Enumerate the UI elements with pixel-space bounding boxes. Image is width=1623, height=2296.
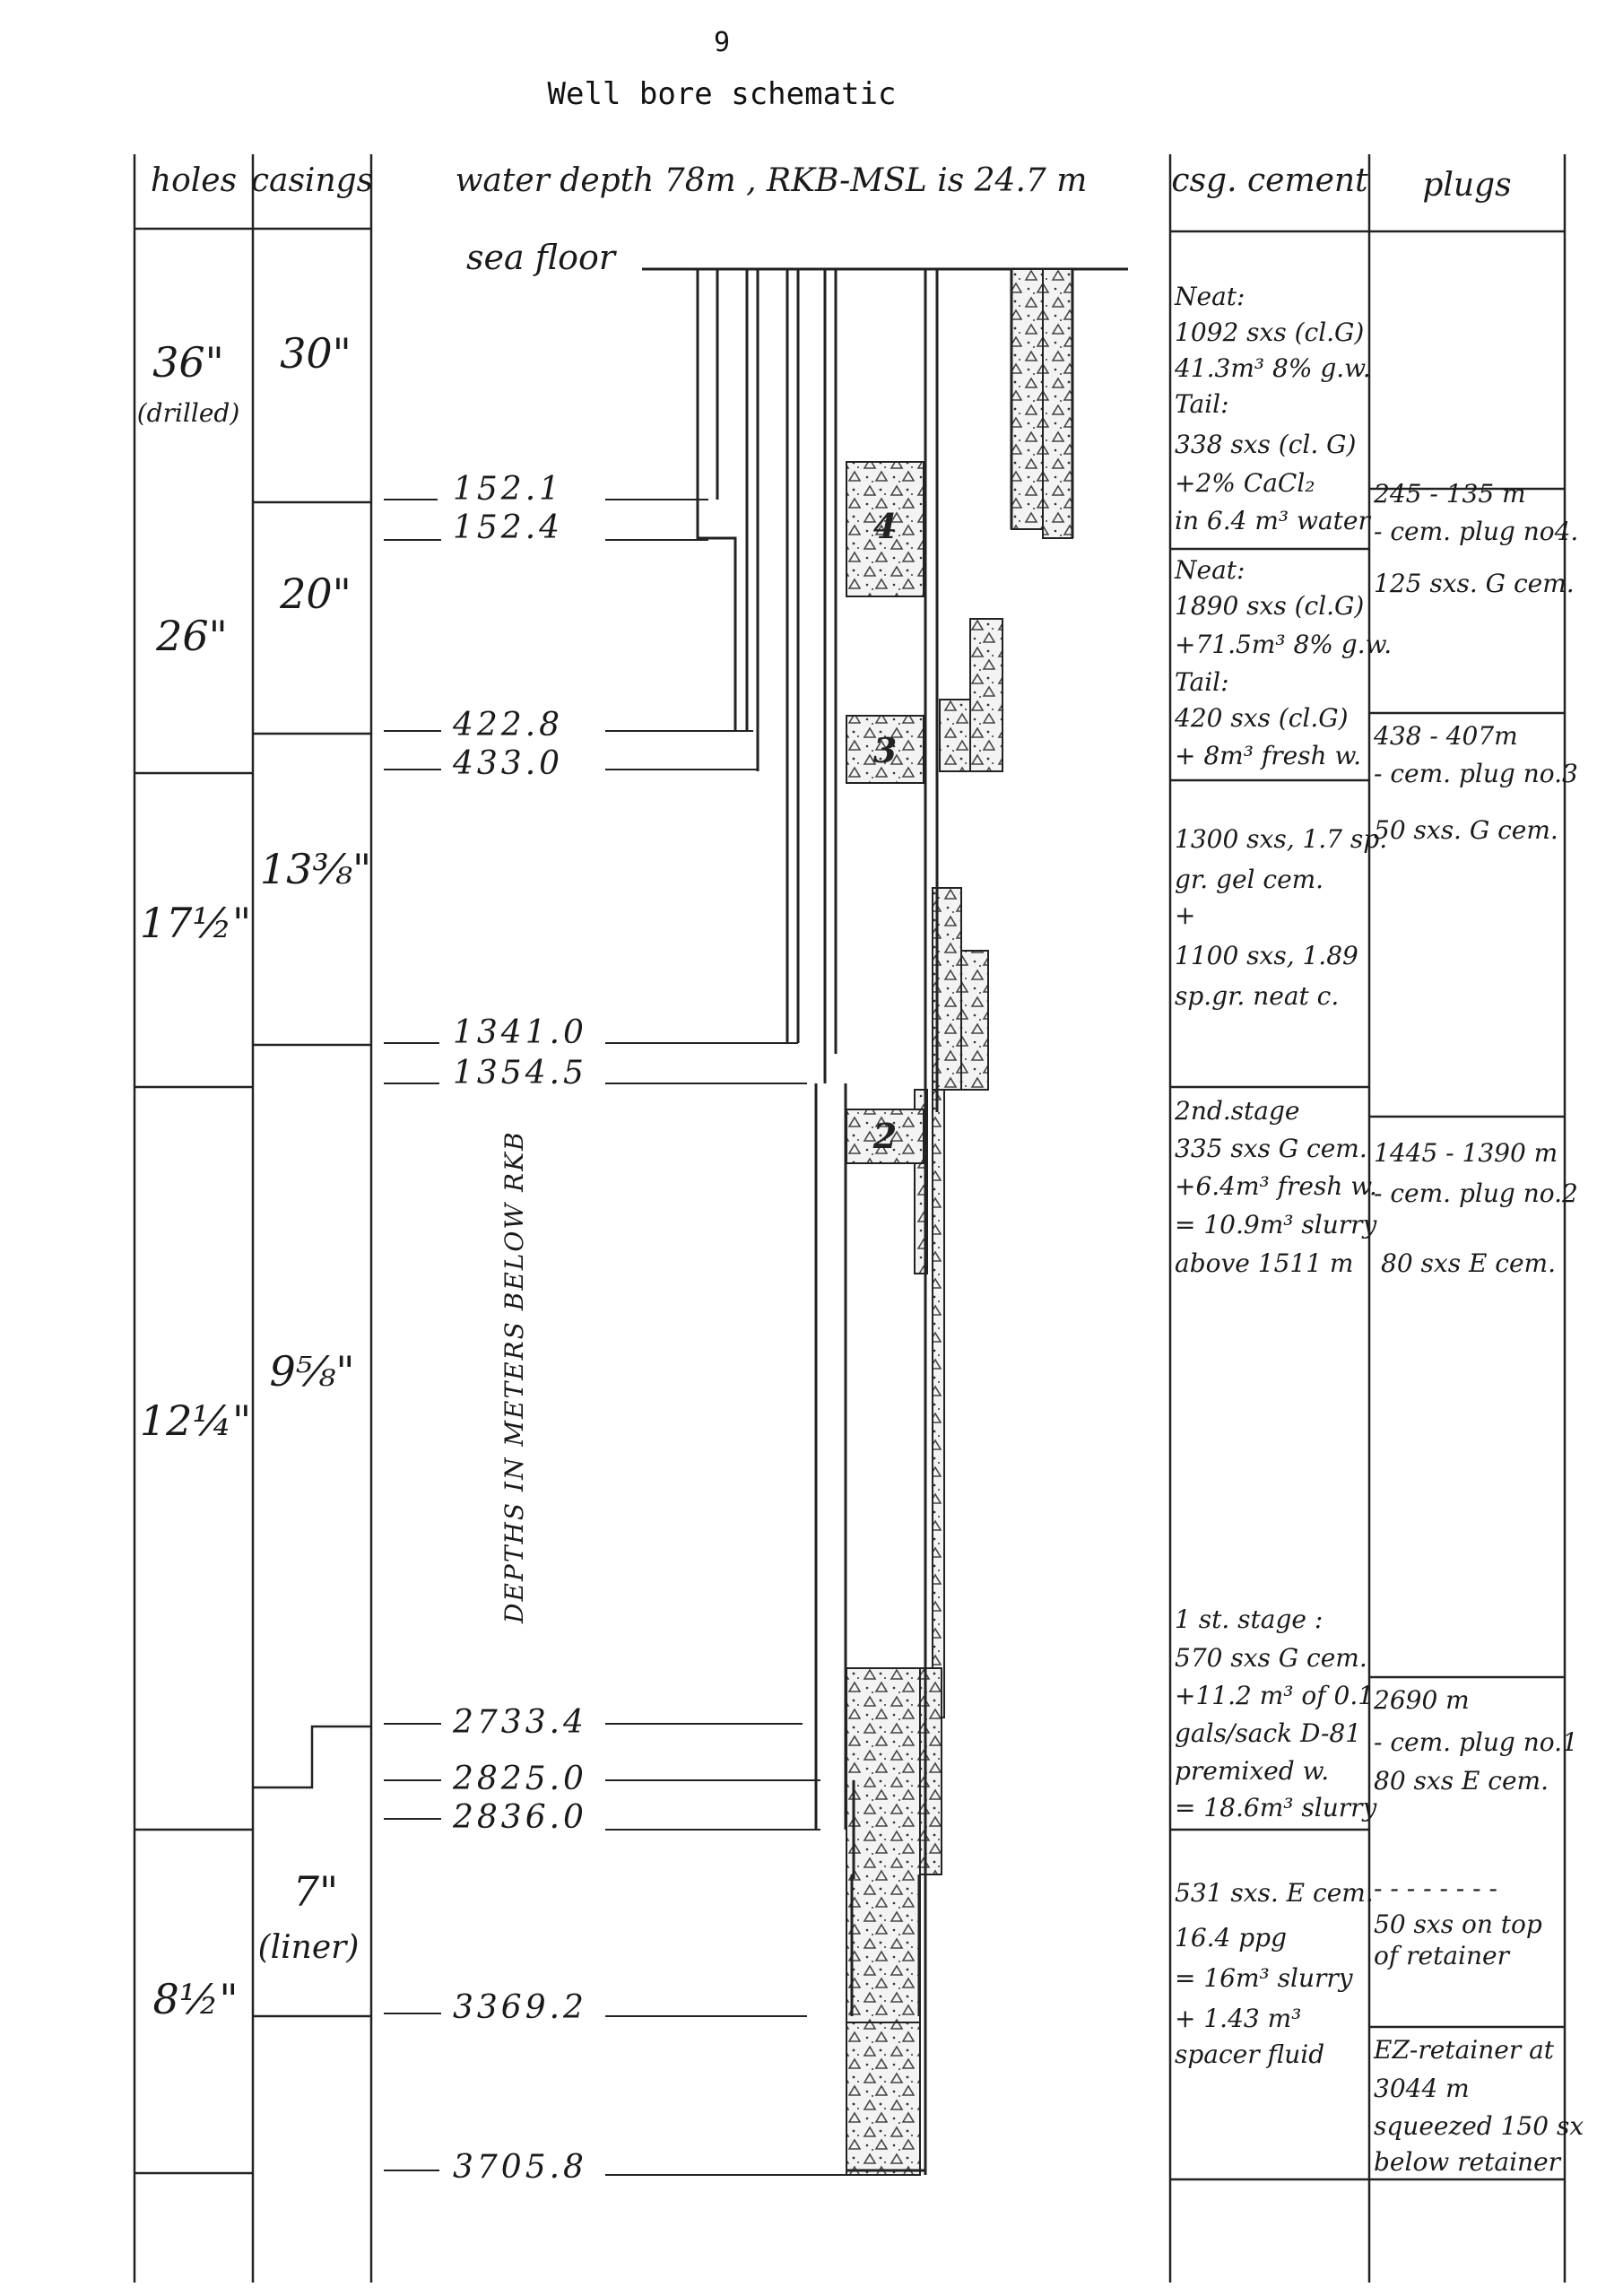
plug-line: - cem. plug no.2 [1374, 1178, 1578, 1208]
depth-label: 1341.0 [453, 1014, 587, 1051]
casing-7-liner [258, 1867, 360, 1966]
cement-line: 1890 sxs (cl.G) [1175, 591, 1365, 621]
csg-cement-20in [1174, 555, 1392, 770]
plug-number-label: 3 [872, 730, 898, 770]
plug-2-info [1374, 1138, 1578, 1278]
cement-line: Tail: [1175, 667, 1229, 697]
cement-line: 16.4 ppg [1175, 1923, 1288, 1952]
csg-cement-30in [1174, 282, 1371, 535]
depth-tick [384, 1055, 807, 1091]
casing-20: 20" [280, 570, 352, 618]
cement-line: 338 sxs (cl. G) [1175, 430, 1357, 459]
depth-tick [384, 509, 708, 546]
depth-tick [384, 1014, 798, 1051]
depth-tick [384, 1799, 820, 1836]
plug-line: - cem. plug no4. [1374, 517, 1579, 546]
casing-note-label: (liner) [257, 1929, 360, 1966]
depth-label: 2836.0 [453, 1799, 587, 1836]
depth-tick [384, 471, 708, 508]
depth-label: 433.0 [453, 745, 564, 782]
depth-ticks [384, 471, 847, 2186]
cement-line: 570 sxs G cem. [1175, 1643, 1367, 1673]
cement-line: + [1175, 900, 1196, 930]
cement-plug-1 [846, 1668, 920, 2175]
hole-26: 26" [156, 612, 228, 660]
cement-line: Neat: [1175, 282, 1245, 311]
header-plugs: plugs [1422, 167, 1512, 204]
csg-cement-7in-liner [1175, 1878, 1374, 2069]
plug-number-label: 2 [872, 1116, 898, 1156]
csg-cement-13-375in [1175, 824, 1387, 1011]
plug-line: squeezed 150 sx [1374, 2111, 1584, 2141]
cement-line: 1300 sxs, 1.7 sp. [1175, 824, 1388, 854]
cement-line: + 1.43 m³ [1175, 2004, 1302, 2033]
hole-36 [137, 338, 240, 428]
cement-line: Neat: [1175, 555, 1245, 585]
header-holes: holes [150, 162, 238, 199]
plug-line: of retainer [1374, 1941, 1509, 1970]
cement-line: above 1511 m [1175, 1248, 1354, 1278]
cement-line: sp.gr. neat c. [1175, 981, 1340, 1011]
plug-line: 80 sxs E cem. [1381, 1248, 1557, 1278]
plug-line: 50 sxs on top [1374, 1909, 1542, 1939]
depth-label: 152.4 [453, 509, 564, 546]
plug-line: 3044 m [1374, 2074, 1470, 2103]
casing-13-375: 13⅜" [259, 845, 372, 893]
cement-line: gals/sack D-81 [1175, 1718, 1362, 1748]
retainer-top-info [1374, 1874, 1542, 1970]
cement-line: spacer fluid [1175, 2039, 1325, 2069]
depth-label: 2733.4 [453, 1704, 587, 1741]
header-csg-cement: csg. cement [1171, 162, 1368, 199]
depth-tick [384, 1989, 807, 2026]
depth-label: 422.8 [453, 707, 564, 744]
plug-line: - cem. plug no.1 [1374, 1727, 1578, 1757]
depth-tick [384, 1761, 820, 1797]
cement-line: 41.3m³ 8% g.w. [1175, 353, 1371, 383]
plug-line: - - - - - - - - [1374, 1874, 1497, 1903]
plug-line: 1445 - 1390 m [1374, 1138, 1558, 1168]
cement-line: = 10.9m³ slurry [1175, 1210, 1377, 1239]
hole-12-25: 12¼" [139, 1396, 252, 1445]
cement-line: premixed w. [1175, 1756, 1330, 1786]
plug-line: 2690 m [1374, 1685, 1470, 1715]
hole-17-5: 17½" [139, 899, 252, 947]
depth-label: 2825.0 [453, 1761, 587, 1797]
sea-floor-label: sea floor [466, 238, 615, 277]
plug-line: 245 - 135 m [1374, 479, 1526, 509]
cement-line: = 16m³ slurry [1175, 1963, 1353, 1993]
csg-cement-9-625in-stage2 [1174, 1096, 1378, 1278]
header-casings: casings [250, 162, 374, 199]
depth-tick [384, 2149, 847, 2186]
plug-line: - cem. plug no.3 [1374, 759, 1578, 788]
cement-line: = 18.6m³ slurry [1175, 1793, 1377, 1822]
cement-line: gr. gel cem. [1175, 865, 1324, 894]
depth-tick [384, 1704, 803, 1741]
page-number: 9 [713, 27, 731, 58]
plug-line: EZ-retainer at [1374, 2035, 1555, 2065]
page-title: Well bore schematic [547, 76, 897, 112]
plug-line: 125 sxs. G cem. [1374, 569, 1575, 598]
cement-line: +71.5m³ 8% g.w. [1175, 630, 1393, 659]
cement-plug-2 [846, 1109, 924, 1163]
cement-line: 420 sxs (cl.G) [1175, 703, 1349, 733]
casing-9-625: 9⅝" [269, 1347, 355, 1396]
cement-line: +2% CaCl₂ [1175, 468, 1315, 498]
plug-3-info [1373, 721, 1578, 845]
cement-line: 1100 sxs, 1.89 [1175, 941, 1358, 970]
hole-8-5: 8½" [152, 1975, 239, 2023]
plug-1-info [1373, 1685, 1578, 1796]
depth-label: 152.1 [453, 471, 564, 508]
plug-4-info [1373, 479, 1578, 598]
cement-line: Tail: [1175, 389, 1229, 419]
plug-number-label: 4 [872, 506, 898, 546]
depth-axis-label: DEPTHS IN METERS BELOW RKB [499, 1130, 529, 1623]
header-depth-note: water depth 78m , RKB-MSL is 24.7 m [455, 162, 1088, 199]
csg-cement-9-625in-stage1 [1175, 1605, 1378, 1822]
depth-tick [384, 745, 758, 782]
hole-note-label: (drilled) [136, 398, 240, 428]
depth-label: 3705.8 [453, 2149, 587, 2186]
cement-line: 1 st. stage : [1175, 1605, 1324, 1634]
cement-plugs [846, 462, 924, 2175]
cement-line: 1092 sxs (cl.G) [1175, 317, 1365, 347]
plug-line: 80 sxs E cem. [1374, 1766, 1549, 1796]
cement-line: in 6.4 m³ water [1175, 506, 1370, 535]
ez-retainer-info [1373, 2035, 1584, 2177]
plugs-block [1373, 479, 1584, 2177]
plug-line: 50 sxs. G cem. [1374, 815, 1558, 845]
depth-label: 1354.5 [453, 1055, 587, 1091]
cement-plug-3 [846, 716, 924, 783]
depth-label: 3369.2 [453, 1989, 587, 2026]
cement-line: + 8m³ fresh w. [1175, 741, 1362, 770]
depth-tick [384, 707, 753, 744]
cement-line: +11.2 m³ of 0.1 [1175, 1681, 1375, 1710]
hole-size-label: 36" [152, 338, 224, 387]
casing-size-label: 7" [292, 1867, 339, 1916]
plug-line: below retainer [1374, 2147, 1561, 2177]
plug-line: 438 - 407m [1374, 721, 1518, 751]
casing-30: 30" [280, 329, 352, 378]
cement-line: 2nd.stage [1175, 1096, 1300, 1126]
cement-line: 531 sxs. E cem. [1175, 1878, 1374, 1908]
cement-plug-4 [846, 462, 924, 596]
cement-line: +6.4m³ fresh w. [1175, 1171, 1377, 1201]
cement-line: 335 sxs G cem. [1175, 1134, 1367, 1163]
